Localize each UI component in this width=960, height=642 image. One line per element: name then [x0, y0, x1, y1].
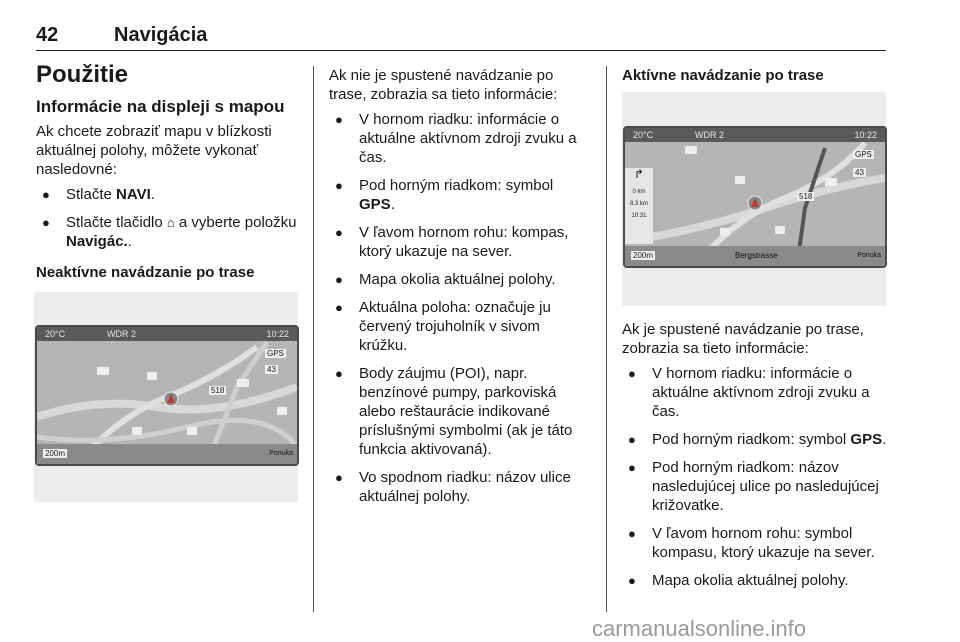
list-item: ● Body záujmu (POI), napr. benzínové pumpy, parkoviská alebo reštaurácie indikované príslušnými symbolmi (ak je táto funkcia aktivovaná).	[329, 364, 591, 459]
page-header	[36, 24, 886, 52]
map-bottom-bar	[625, 246, 885, 266]
list-item: ● Vo spodnom riadku: názov ulice aktuálnej polohy.	[329, 468, 591, 506]
column-2	[329, 66, 591, 515]
chapter-title: Navigácia	[114, 24, 208, 46]
menu-button[interactable]: Ponuka	[269, 450, 293, 457]
info-list	[622, 364, 888, 590]
map-screen	[623, 126, 887, 268]
turn-arrow-icon: ↱	[633, 167, 645, 181]
intro-text: Ak chcete zobraziť mapu v blízkosti aktuálnej polohy, môžete vykonať nasledovné:	[36, 123, 272, 178]
list-item: ● Mapa okolia aktuálnej polohy.	[329, 270, 591, 289]
menu-button[interactable]: Ponuka	[857, 252, 881, 259]
scale-label: 200m	[45, 449, 66, 458]
map-status-bar: 20°C WDR 2 10:22	[37, 327, 297, 341]
page-number: 42	[36, 24, 59, 46]
list-item: ● Aktuálna poloha: označuje ju červený trojuholník v sivom krúžku.	[329, 298, 591, 355]
scale-label: 200m	[633, 251, 654, 260]
home-icon: ⌂	[166, 215, 175, 230]
gps-indicator: GPS	[267, 349, 284, 358]
map-status-bar: 20°C WDR 2 10:22	[625, 128, 885, 142]
column-divider-1	[313, 66, 314, 612]
road-number: 518	[799, 192, 813, 201]
road-number: 43	[855, 168, 864, 177]
road-number: 518	[211, 386, 225, 395]
column-3-lower	[622, 320, 888, 599]
list-item: ● Stlačte NAVI.	[36, 185, 298, 204]
gps-indicator: GPS	[855, 150, 872, 159]
list-item: ● Pod horným riadkom: symbol GPS.	[329, 176, 591, 214]
map-figure-active	[622, 92, 886, 306]
column-1	[36, 60, 298, 282]
header-rule	[36, 50, 886, 51]
list-item: ● Stlačte tlačidlo ⌂ a vyberte položku Navigác..	[36, 213, 298, 251]
map-bottom-bar	[37, 444, 297, 464]
info-list	[329, 110, 591, 506]
subsection-title: Informácie na displeji s mapou	[36, 97, 285, 116]
intro-text: Ak je spustené navádzanie po trase, zobrazia sa tieto informácie:	[622, 321, 864, 357]
map-screen	[35, 325, 299, 466]
road-number: 43	[267, 365, 276, 374]
map-figure-inactive	[34, 292, 298, 502]
column-3	[622, 66, 888, 85]
list-item: ● Mapa okolia aktuálnej polohy.	[622, 571, 888, 590]
intro-text: Ak nie je spustené navádzanie po trase, zobrazia sa tieto informácie:	[329, 67, 558, 103]
list-item: ● V ľavom hornom rohu: kompas, ktorý ukazuje na sever.	[329, 223, 591, 261]
section-title: Použitie	[36, 61, 129, 88]
section-heading-active: Aktívne navádzanie po trase	[622, 67, 824, 84]
section-heading-inactive: Neaktívne navádzanie po trase	[36, 264, 255, 281]
column-divider-2	[606, 66, 607, 612]
list-item: ● V hornom riadku: informácie o aktuálne aktívnom zdroji zvuku a čas.	[622, 364, 888, 421]
list-item: ● Pod horným riadkom: názov nasledujúcej ulice po nasledujúcej križovatke.	[622, 458, 888, 515]
list-item: ● V hornom riadku: informácie o aktuálne aktívnom zdroji zvuku a čas.	[329, 110, 591, 167]
street-name: Bergstrasse	[735, 251, 778, 260]
watermark: carmanualsonline.info	[592, 616, 807, 641]
route-info-panel: ↱ 0 km 8.3 km 10:31	[625, 168, 653, 244]
list-item: ● Pod horným riadkom: symbol GPS.	[622, 430, 888, 449]
steps-list	[36, 185, 298, 251]
list-item: ● V ľavom hornom rohu: symbol kompasu, ktorý ukazuje na sever.	[622, 524, 888, 562]
